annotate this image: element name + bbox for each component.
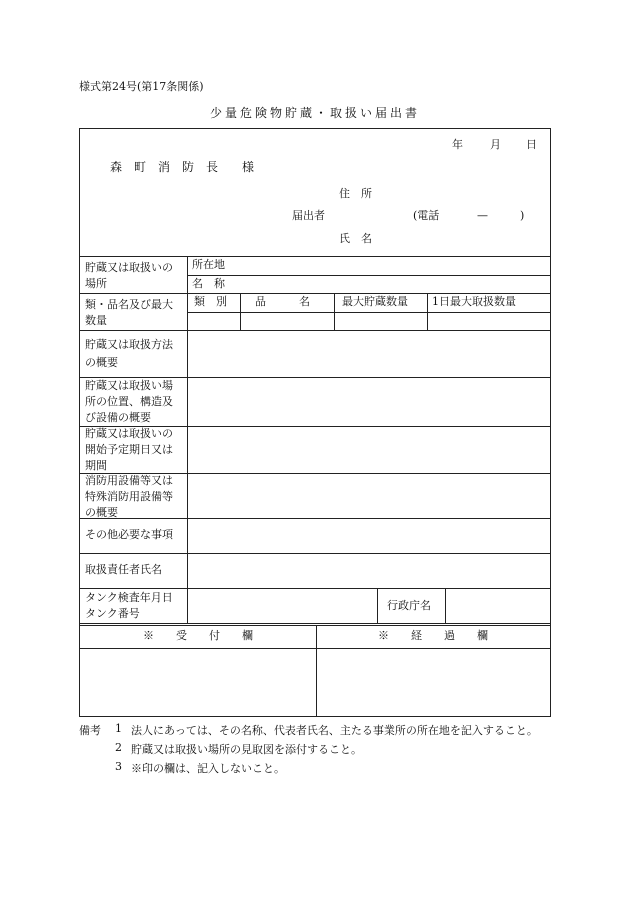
reception-label: ※ 受 付 欄 [143, 629, 253, 642]
notes-heading: 備考 [79, 724, 101, 737]
note-3-text: ※印の欄は、記入しないこと。 [131, 762, 285, 775]
date-month: 月 [490, 138, 501, 151]
form-title: 少量危険物貯蔵・取扱い届出書 [209, 106, 420, 120]
manager-label: 取扱責任者氏名 [85, 563, 162, 576]
phone-close: ) [520, 209, 525, 222]
authority-label: 行政庁名 [387, 599, 431, 612]
tank-number-label: タンク番号 [85, 607, 140, 620]
note-1-text: 法人にあっては、その名称、代表者氏名、主たる事業所の所在地を記入すること。 [131, 724, 538, 737]
date-year: 年 [452, 138, 463, 151]
method-label-2: の概要 [85, 356, 118, 369]
col-max-storage: 最大貯蔵数量 [342, 295, 408, 308]
fire-equipment-label-2: 特殊消防用設備等 [85, 490, 173, 503]
facility-label-3: び設備の概要 [85, 411, 151, 424]
place-label-1: 貯蔵又は取扱いの [85, 261, 173, 274]
phone-label: (電話 [413, 209, 440, 222]
form-number: 様式第24号(第17条関係) [79, 80, 204, 93]
start-label-1: 貯蔵又は取扱いの [85, 427, 173, 440]
note-3-number: 3 [115, 760, 122, 773]
col-item: 品 名 [255, 295, 310, 308]
col-type: 類 別 [194, 295, 227, 308]
fire-equipment-label-1: 消防用設備等又は [85, 474, 173, 487]
date-day: 日 [526, 138, 537, 151]
facility-label-2: 所の位置、構造及 [85, 395, 173, 408]
other-label: その他必要な事項 [85, 528, 173, 541]
location-label: 所在地 [192, 258, 225, 271]
address-label: 住 所 [339, 187, 372, 200]
start-label-3: 期間 [85, 459, 107, 472]
progress-label: ※ 経 過 欄 [378, 629, 488, 642]
addressee: 森 町 消 防 長 様 [110, 160, 255, 174]
form-frame [79, 128, 551, 717]
name-label: 氏 名 [339, 232, 372, 245]
tank-inspection-label: タンク検査年月日 [85, 591, 173, 604]
place-label-2: 場所 [85, 277, 107, 290]
phone-dash: — [477, 209, 488, 222]
note-2-number: 2 [115, 741, 122, 754]
notifier-label: 届出者 [292, 209, 325, 222]
start-label-2: 開始予定期日又は [85, 443, 173, 456]
col-daily-max: 1日最大取扱数量 [432, 295, 516, 308]
category-label-1: 類・品名及び最大 [85, 298, 173, 311]
fire-equipment-label-3: の概要 [85, 506, 118, 519]
category-label-2: 数量 [85, 314, 107, 327]
note-2-text: 貯蔵又は取扱い場所の見取図を添付すること。 [131, 743, 362, 756]
note-1-number: 1 [115, 722, 122, 735]
facility-name-label: 名 称 [192, 277, 225, 290]
method-label-1: 貯蔵又は取扱方法 [85, 338, 173, 351]
facility-label-1: 貯蔵又は取扱い場 [85, 379, 173, 392]
